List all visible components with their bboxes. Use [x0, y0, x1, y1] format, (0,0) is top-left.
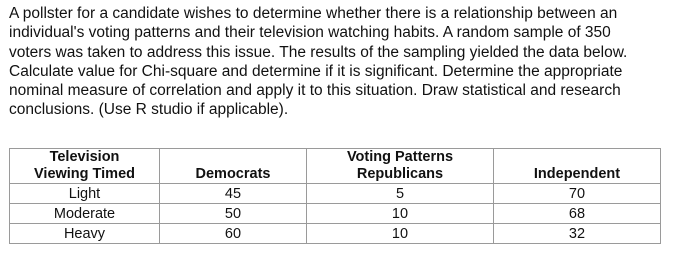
row-header-line-1: Television [49, 149, 120, 165]
column-header-label: Republicans [356, 166, 444, 182]
table-cell: 60 [160, 224, 307, 244]
table-cell: 10 [307, 204, 494, 224]
row-label: Heavy [10, 224, 160, 244]
table-row [10, 224, 661, 244]
group-header: Voting Patterns [346, 149, 454, 165]
problem-line-1: A pollster for a candidate wishes to determine whether there is a relationship between an [9, 5, 618, 22]
table-cell: 32 [494, 224, 661, 244]
data-table [9, 148, 661, 244]
table-row [10, 184, 661, 204]
table-cell: 10 [307, 224, 494, 244]
problem-line-2: individual's voting patterns and their television watching habits. A random sample of 350 [9, 24, 611, 42]
column-header-label: Democrats [195, 166, 271, 182]
problem-text [9, 4, 675, 120]
row-header-cell [10, 149, 160, 184]
column-header-independent [494, 149, 661, 184]
table-row [10, 204, 661, 224]
column-header-democrats [160, 149, 307, 184]
column-header-republicans [307, 149, 494, 184]
table-cell: 68 [494, 204, 661, 224]
table-header-row [10, 149, 661, 184]
row-label: Light [10, 184, 160, 204]
problem-line-3: voters was taken to address this issue. The results of the sampling yielded the data below. [9, 43, 628, 61]
problem-line-6: conclusions. (Use R studio if applicable). [9, 101, 289, 119]
row-label: Moderate [10, 204, 160, 224]
row-header-line-2: Viewing Timed [34, 166, 135, 182]
problem-line-5: nominal measure of correlation and apply it to this situation. Draw statistical and research [9, 82, 621, 100]
table-cell: 50 [160, 204, 307, 224]
column-header-label: Independent [533, 166, 621, 182]
problem-line-4: Calculate value for Chi-square and determine if it is significant. Determine the appropriate [9, 62, 623, 80]
table-cell: 5 [307, 184, 494, 204]
table-cell: 45 [160, 184, 307, 204]
table-cell: 70 [494, 184, 661, 204]
